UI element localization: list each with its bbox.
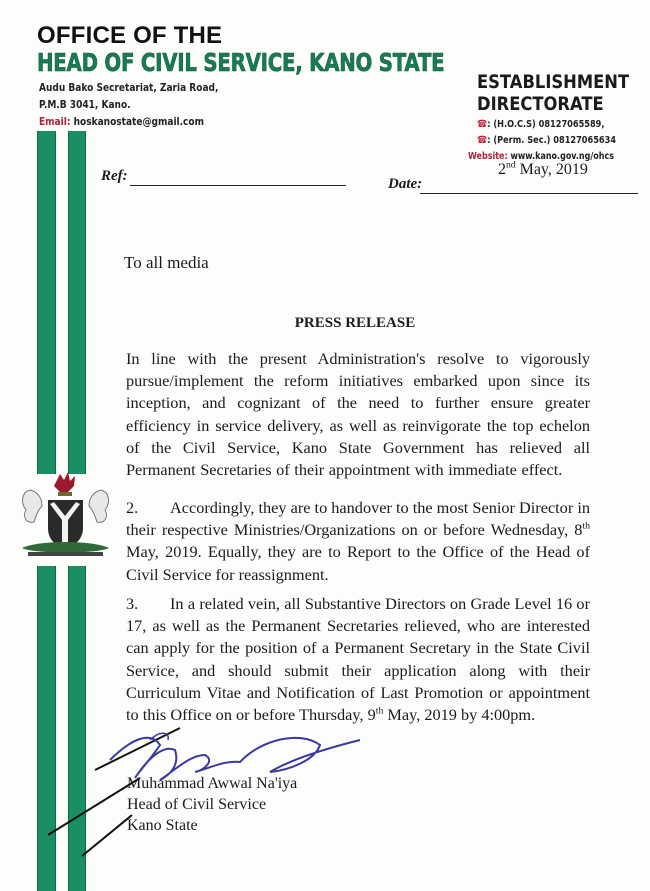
paragraph-2-number: 2.	[126, 498, 139, 517]
signatory-state: Kano State	[127, 817, 198, 834]
paragraph-2-sup: th	[582, 520, 590, 532]
website-label: Website:	[468, 151, 508, 162]
green-stripe-left	[37, 131, 56, 474]
address-line-1: Audu Bako Secretariat, Zaria Road,	[39, 81, 219, 94]
phone-icon: ☎	[477, 119, 488, 130]
paragraph-2-text-a: Accordingly, they are to handover to the most Senior Director in their respective Ministries/Organizations on or before Wednesday, 8	[126, 498, 590, 540]
phone-perm-sec	[477, 135, 616, 146]
date-day: 2	[498, 161, 506, 178]
date-line	[420, 193, 638, 194]
paragraph-3-text-a: In a related vein, all Substantive Directors on Grade Level 16 or 17, as well as the Permanent Secretaries relieved, who are interested can apply for the position of a Permanent Secretary in the State Civil Service, and should submit their application along with their Curriculum Vitae and Notification of Last Promotion or appointment to this Office on or before Thursday, 9	[126, 594, 590, 725]
website-link[interactable]: www.kano.gov.ng/ohcs	[510, 151, 614, 162]
directorate-line-2: DIRECTORATE	[477, 93, 604, 115]
email-link[interactable]: hoskanostate@gmail.com	[73, 115, 204, 128]
date-month-year: May, 2019	[515, 161, 588, 178]
signatory-title: Head of Civil Service	[127, 796, 267, 813]
directorate-title	[477, 71, 629, 115]
green-stripe-right	[68, 131, 86, 474]
date-value	[498, 161, 588, 179]
email-label: Email:	[39, 115, 71, 128]
signatory-name: Muhammad Awwal Na'iya	[127, 775, 298, 792]
letterhead-title: HEAD OF CIVIL SERVICE, KANO STATE	[37, 48, 445, 77]
paragraph-2-text-b: May, 2019. Equally, they are to Report to the Office of the Head of Civil Service for reassignment.	[126, 542, 590, 584]
phone-hocs-text: : (H.O.C.S) 08127065589,	[487, 119, 605, 130]
letterhead-office: OFFICE OF THE	[37, 22, 223, 49]
date-label: Date:	[388, 176, 423, 192]
date-suffix: nd	[506, 159, 516, 171]
phone-icon: ☎	[477, 135, 488, 146]
paragraph-1: In line with the present Administration's resolve to vigorously pursue/implement the reform initiatives embarked upon since its inception, and cognizant of the need to further ensure greater efficiency in service delivery, as well as reinvigorate the top echelon of the Civil Service, Kano State Government has relieved all Permanent Secretaries of their appointment with immediate effect.	[126, 349, 590, 480]
email-line	[39, 115, 204, 128]
press-release-title: PRESS RELEASE	[294, 315, 416, 331]
paragraph-3-number: 3.	[126, 594, 139, 613]
salutation: To all media	[124, 253, 209, 272]
directorate-line-1: ESTABLISHMENT	[477, 71, 630, 93]
ref-line	[130, 185, 346, 186]
address-line-2: P.M.B 3041, Kano.	[39, 98, 131, 111]
paragraph-3-sup: th	[375, 705, 384, 717]
phone-hocs	[477, 119, 605, 130]
phone-perm-sec-text: : (Perm. Sec.) 08127065634	[487, 135, 617, 146]
paragraph-3-text-b: May, 2019 by 4:00pm.	[383, 705, 536, 725]
coat-of-arms-icon	[8, 470, 123, 565]
ref-label: Ref:	[101, 168, 128, 184]
paragraph-2	[126, 497, 590, 586]
handwritten-signature	[0, 700, 650, 891]
